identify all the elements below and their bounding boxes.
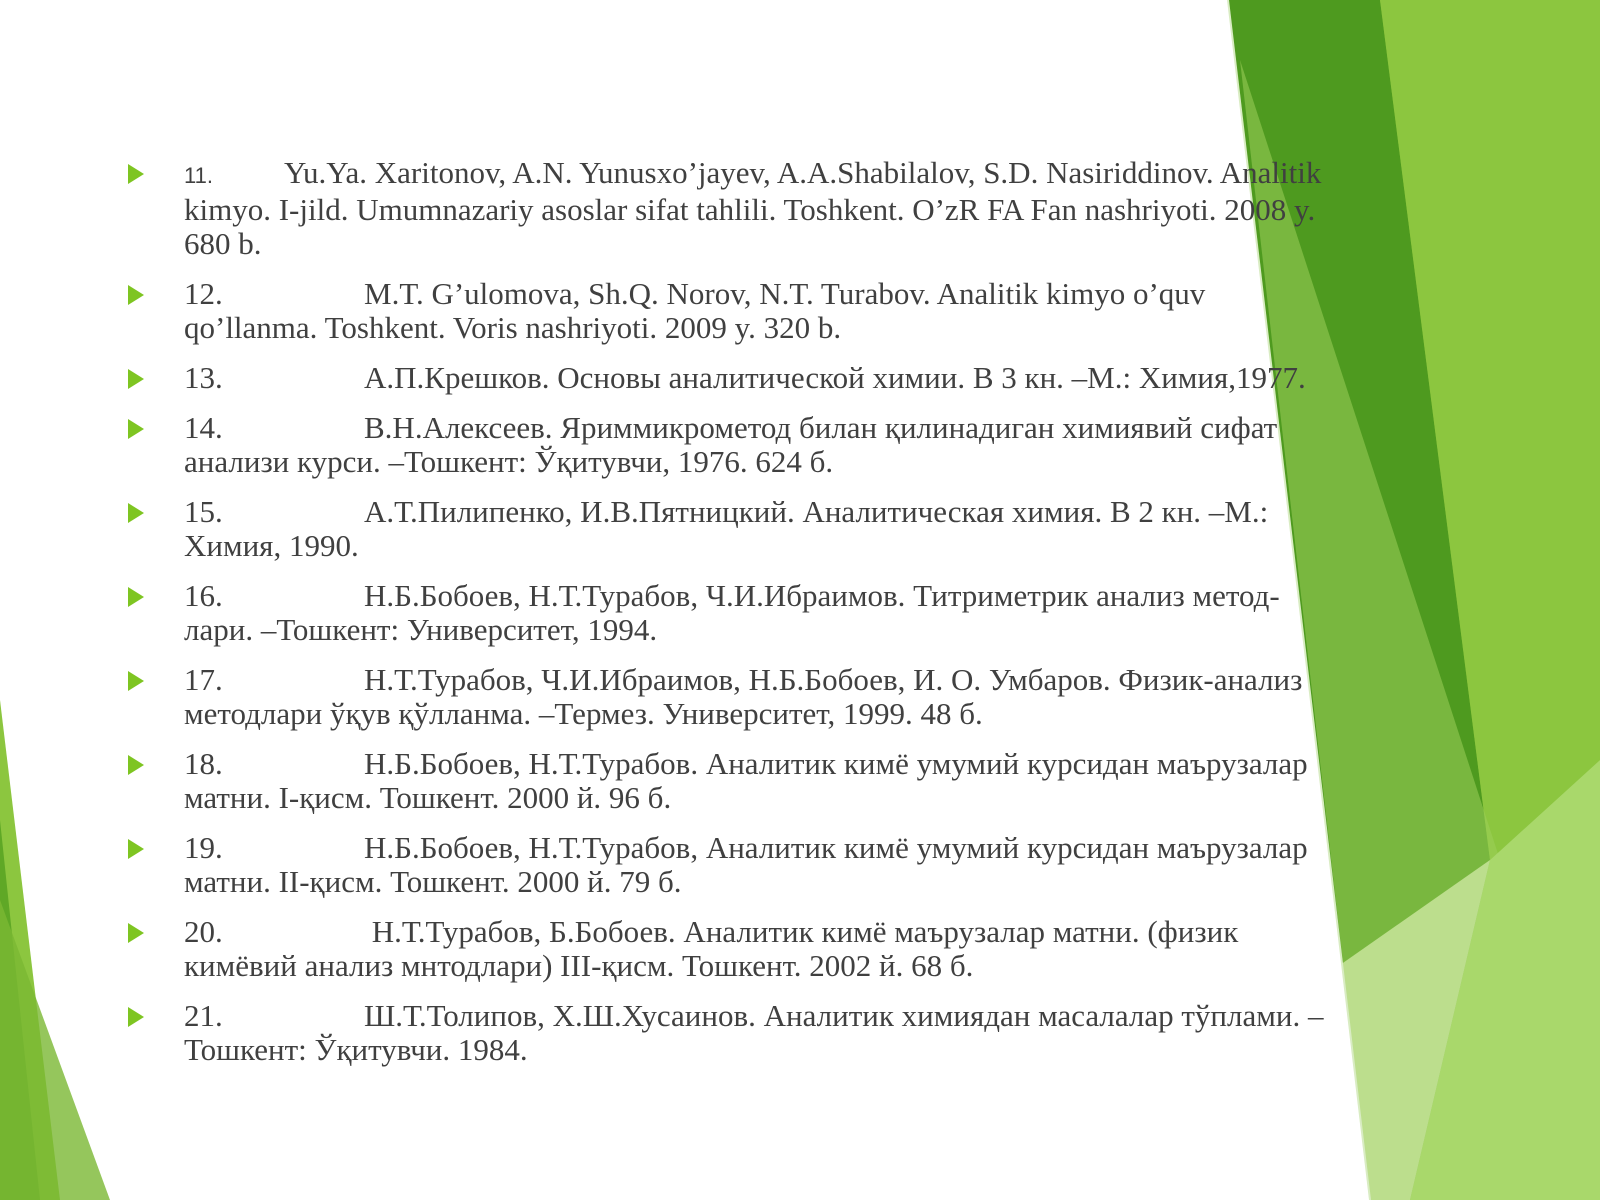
- list-item: [120, 361, 1340, 395]
- reference-text: Н.Б.Бобоев, Н.Т.Турабов. Аналитик кимё умумий курсидан маърузалар матни. I-қисм. Тошкент. 2000 й. 96 б.: [184, 746, 1308, 815]
- reference-number: 20.: [184, 914, 223, 949]
- list-item: [120, 411, 1340, 479]
- bullet-arrow-icon: [128, 164, 144, 184]
- reference-text: Н.Б.Бобоев, Н.Т.Турабов, Аналитик кимё умумий курсидан маърузалар матни. II-қисм. Тошкент. 2000 й. 79 б.: [184, 830, 1308, 899]
- reference-number: 19.: [184, 830, 223, 865]
- bullet-arrow-icon: [128, 839, 144, 859]
- reference-number: 15.: [184, 494, 223, 529]
- reference-text: Н.Т.Турабов, Б.Бобоев. Аналитик кимё маърузалар матни. (физик кимёвий анализ мнтодлари) III-қисм. Тошкент. 2002 й. 68 б.: [184, 914, 1239, 983]
- reference-number: 18.: [184, 746, 223, 781]
- reference-number: 21.: [184, 998, 223, 1033]
- reference-text: Н.Б.Бобоев, Н.Т.Турабов, Ч.И.Ибраимов. Титриметрик анализ метод-лари. –Тошкент: Университет, 1994.: [184, 578, 1280, 647]
- reference-number: 14.: [184, 410, 223, 445]
- list-item: [120, 495, 1340, 563]
- bullet-arrow-icon: [128, 369, 144, 389]
- reference-number: 11.: [184, 163, 213, 188]
- bullet-arrow-icon: [128, 285, 144, 305]
- reference-number: 16.: [184, 578, 223, 613]
- list-item: [120, 999, 1340, 1067]
- bullet-arrow-icon: [128, 671, 144, 691]
- bullet-arrow-icon: [128, 503, 144, 523]
- reference-text: Ш.Т.Толипов, Х.Ш.Хусаинов. Аналитик химиядан масалалар тўплами. –Тошкент: Ўқитувчи. 1984.: [184, 998, 1324, 1067]
- list-item: [120, 915, 1340, 983]
- bullet-arrow-icon: [128, 1007, 144, 1027]
- bullet-arrow-icon: [128, 755, 144, 775]
- list-item: [120, 277, 1340, 345]
- reference-text: А.Т.Пилипенко, И.В.Пятницкий. Аналитическая химия. В 2 кн. –М.: Химия, 1990.: [184, 494, 1269, 563]
- reference-text: M.T. G’ulomova, Sh.Q. Norov, N.T. Turabov. Analitik kimyo o’quv qo’llanma. Toshkent. Voris nashriyoti. 2009 y. 320 b.: [184, 276, 1206, 345]
- reference-number: 12.: [184, 276, 223, 311]
- list-item: [120, 156, 1340, 261]
- list-item: [120, 663, 1340, 731]
- list-item: [120, 579, 1340, 647]
- reference-text: Н.Т.Турабов, Ч.И.Ибраимов, Н.Б.Бобоев, И. О. Умбаров. Физик-анализ методлари ўқув қўлланма. –Термез. Университет, 1999. 48 б.: [184, 662, 1303, 731]
- reference-text: А.П.Крешков. Основы аналитической химии. В 3 кн. –М.: Химия,1977.: [364, 360, 1306, 395]
- reference-text: Yu.Ya. Xaritonov, A.N. Yunusxo’jayev, A.A.Shabilalov, S.D. Nasiriddinov. Analitik kimyo. I-jild. Umumnazariy asoslar sifat tahlili. Toshkent. O’zR FA Fan nashriyoti. 2008 y. 680 b.: [184, 155, 1322, 261]
- bullet-arrow-icon: [128, 587, 144, 607]
- bullet-arrow-icon: [128, 419, 144, 439]
- list-item: [120, 747, 1340, 815]
- bullet-arrow-icon: [128, 923, 144, 943]
- list-item: [120, 831, 1340, 899]
- reference-number: 17.: [184, 662, 223, 697]
- reference-text: В.Н.Алексеев. Яриммикрометод билан қилинадиган химиявий сифат анализи курси. –Тошкент: Ўқитувчи, 1976. 624 б.: [184, 410, 1278, 479]
- reference-number: 13.: [184, 360, 223, 395]
- reference-list: [120, 156, 1340, 1083]
